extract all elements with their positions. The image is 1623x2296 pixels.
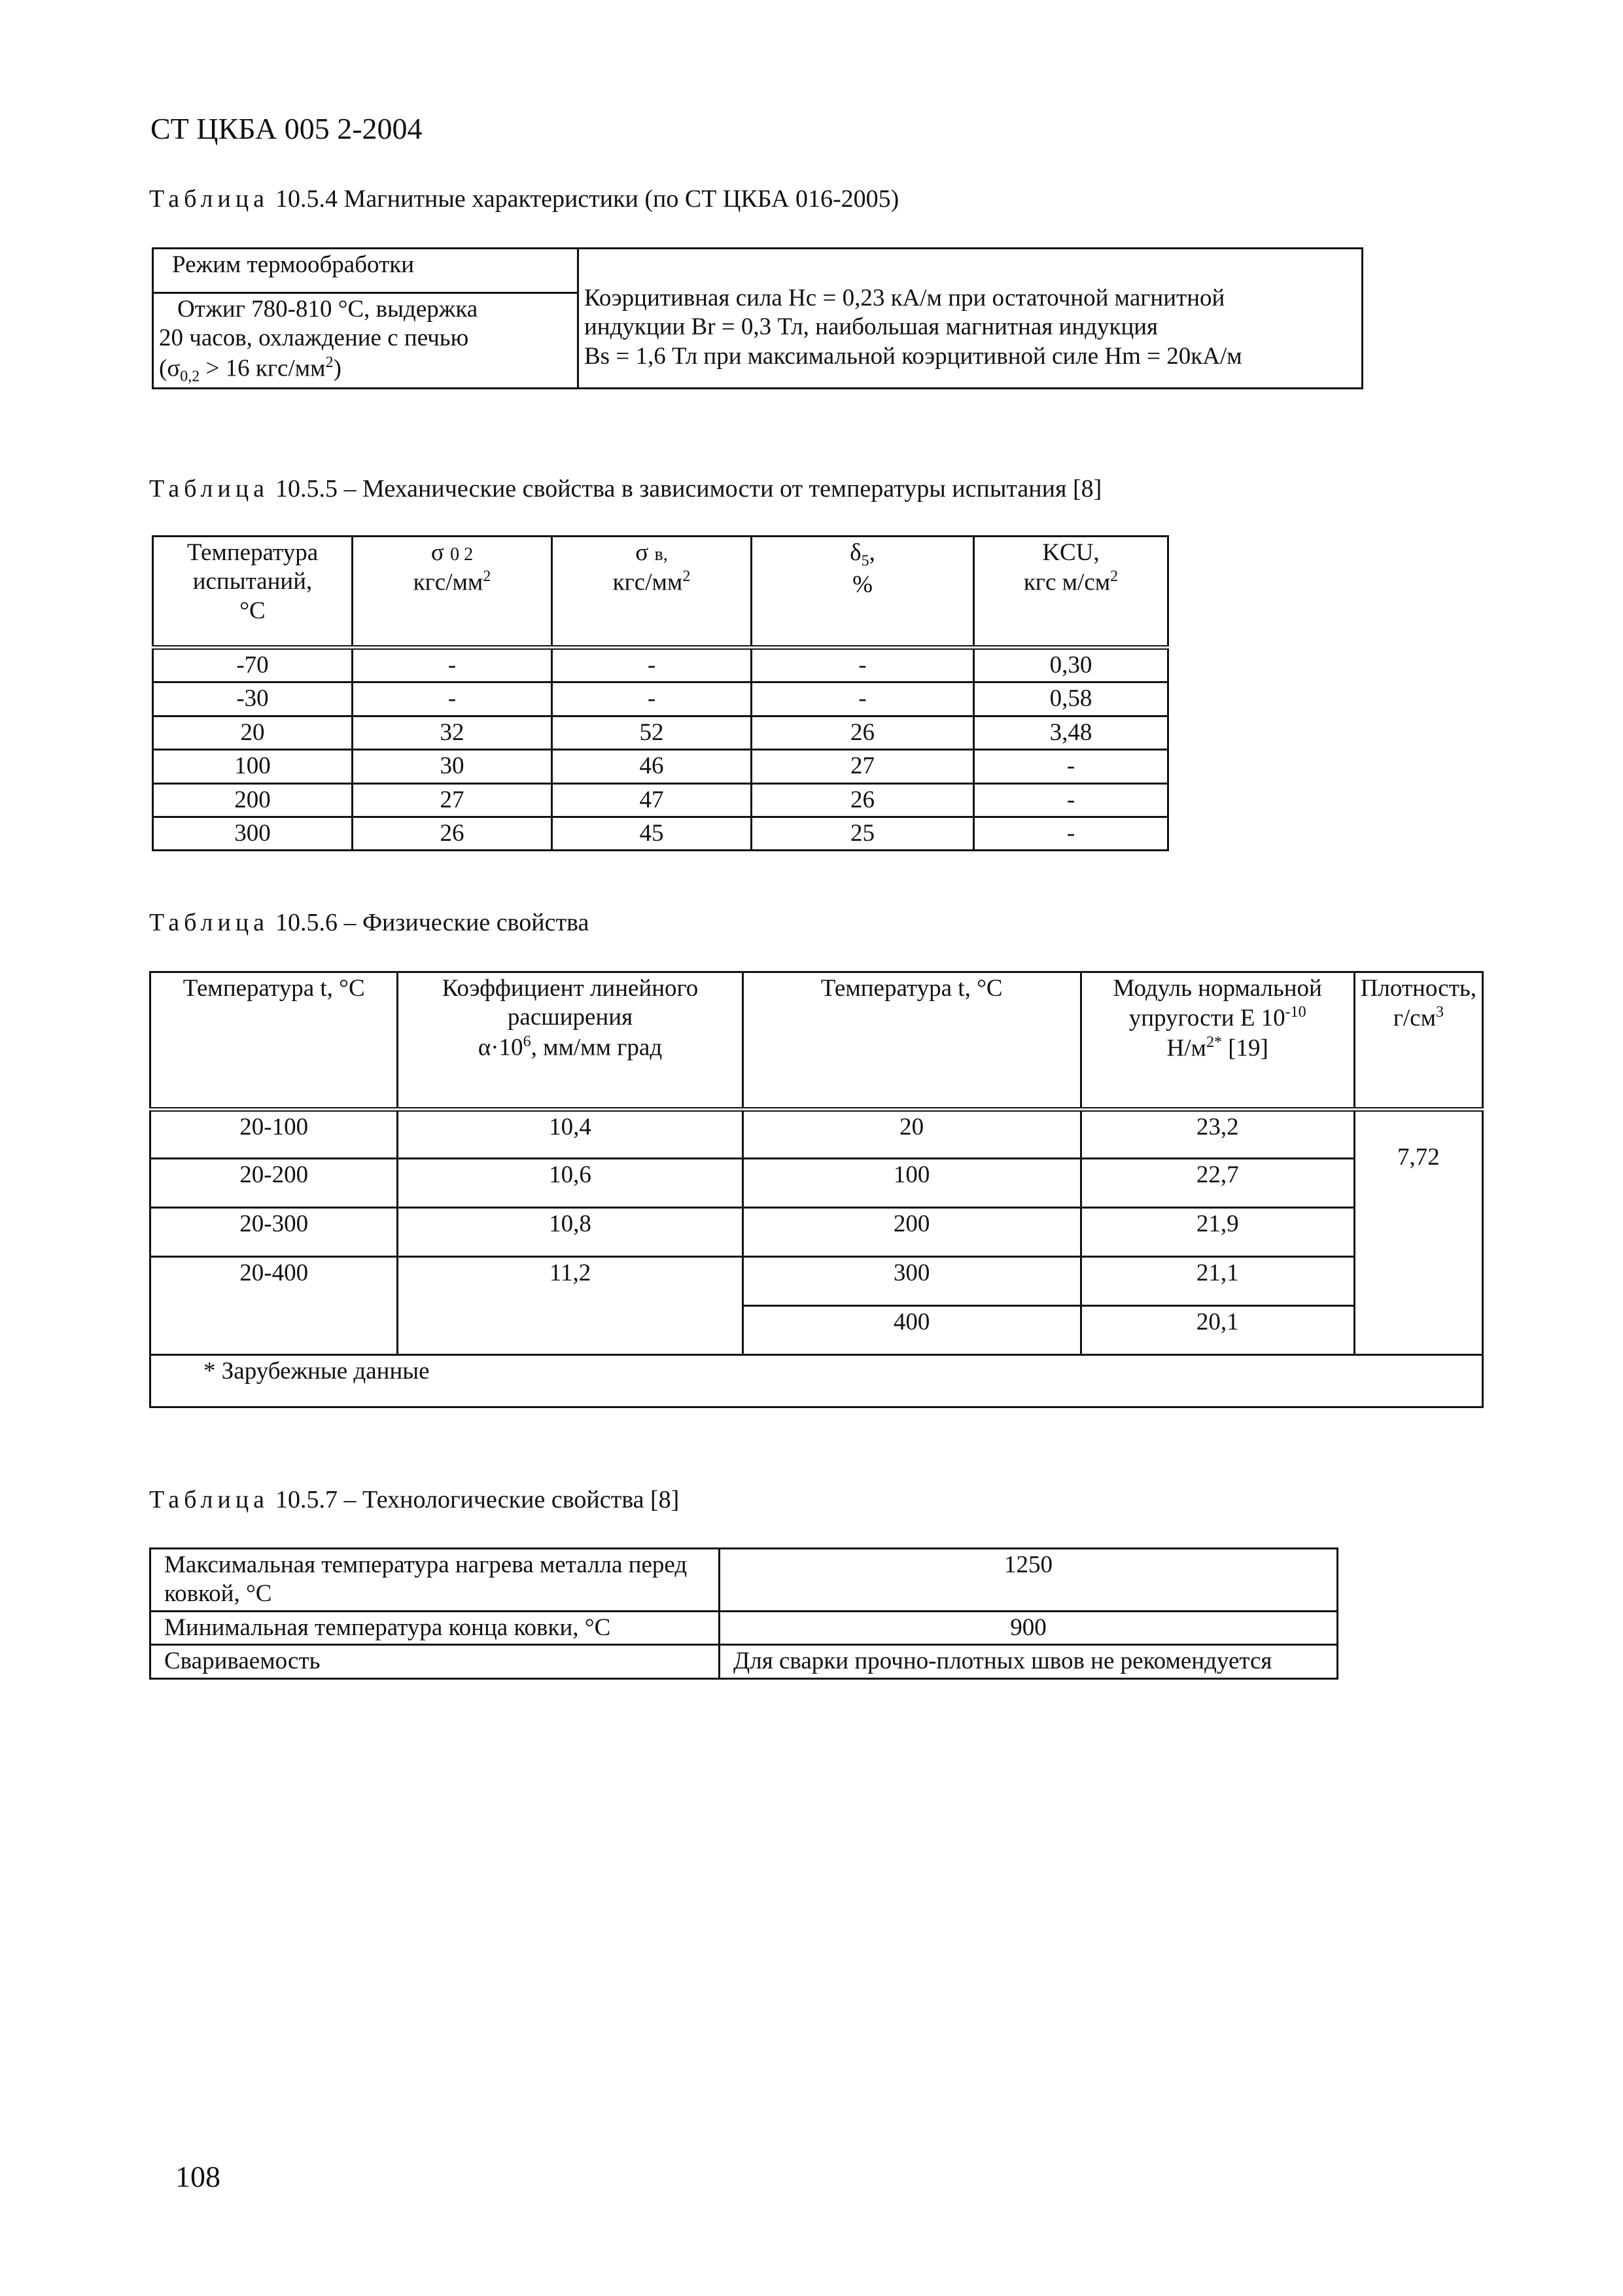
caption-text: 10.5.5 – Механические свойства в зависимости от температуры испытания [8] (275, 475, 1102, 503)
property-value: Для сварки прочно-плотных швов не рекомендуется (720, 1645, 1338, 1678)
document-code: СТ ЦКБА 005 2-2004 (150, 112, 423, 145)
table-10-5-5-caption (149, 474, 1102, 503)
caption-word: Таблица (149, 1486, 270, 1513)
table-10-5-4 (152, 247, 1363, 389)
table-row: -30 - - - 0,58 (153, 682, 1168, 716)
caption-text: 10.5.6 – Физические свойства (275, 909, 589, 936)
caption-word: Таблица (149, 185, 270, 213)
table-row: 20-200 10,6 100 22,7 (150, 1159, 1483, 1208)
header-expansion-coefficient: Коэффициент линейного расширения $\alpha\cdot 10^6$, мм/мм град (398, 972, 742, 1110)
header-sigma-b: σ в, кгс/$мм^2$ (552, 537, 752, 648)
table-10-5-6-caption (149, 908, 589, 937)
table-10-5-5 (152, 535, 1169, 851)
caption-text: 10.5.4 Магнитные характеристики (по СТ ЦКБА 016-2005) (275, 185, 899, 213)
heat-treatment-line-3: ($\sigma_{0,2} > 16$ кгс/$мм^2$) (159, 353, 341, 385)
caption-word: Таблица (149, 475, 270, 503)
magnetic-values-cell (578, 249, 1363, 389)
header-temperature: Температура t, °С (742, 972, 1081, 1110)
header-temperature: Температура испытаний, °С (153, 537, 353, 648)
heat-treatment-line-1: Отжиг 780-810 °С, выдержка (177, 296, 478, 323)
property-label: Минимальная температура конца ковки, °С (150, 1611, 720, 1644)
table-row: 20-300 10,8 200 21,9 (150, 1208, 1483, 1257)
property-label: Свариваемость (150, 1645, 720, 1678)
property-value: 1250 (720, 1549, 1338, 1612)
magnetic-line-1: Коэрцитивная сила Нс = 0,23 кА/м при остаточной магнитной (584, 285, 1225, 312)
table-row: 20-100 10,4 20 23,2 7,72 (150, 1110, 1483, 1159)
header-temperature-range: Температура t, °С (150, 972, 398, 1110)
table-10-5-6 (149, 971, 1484, 1408)
heat-treatment-line-2: 20 часов, охлаждение с печью (159, 325, 469, 352)
table-10-5-4-caption (149, 185, 899, 213)
header-elastic-modulus: Модуль нормальной упругости Е $10^{-10}$ $Н/м^{2*}$ [19] (1081, 972, 1354, 1110)
heat-treatment-mode-cell (153, 293, 578, 389)
property-label: Максимальная температура нагрева металла перед ковкой, °С (150, 1549, 720, 1612)
table-row: 20-400 11,2 300 21,1 (150, 1257, 1483, 1306)
page-number: 108 (175, 2160, 220, 2193)
table-row (150, 1549, 1338, 1612)
footnote: * Зарубежные данные (150, 1355, 1483, 1407)
table-row: 300 26 45 25 - (153, 817, 1168, 850)
magnetic-line-2: индукции Br = 0,3 Тл, наибольшая магнитная индукция (584, 313, 1159, 341)
magnetic-line-3: Bs = 1,6 Тл при максимальной коэрцитивной силе Hm = 20кА/м (584, 342, 1242, 370)
caption-text: 10.5.7 – Технологические свойства [8] (275, 1486, 680, 1513)
table-row: 200 27 47 26 - (153, 783, 1168, 817)
table-row: 20 32 52 26 3,48 (153, 716, 1168, 749)
table-row (150, 1611, 1338, 1644)
table-row: 100 30 46 27 - (153, 750, 1168, 783)
header-density: Плотность, $г/см^3$ (1354, 972, 1482, 1110)
footnote-row (150, 1355, 1483, 1407)
heat-treatment-header: Режим термообработки (153, 249, 578, 293)
header-sigma-02: σ 0 2 кгс/$мм^2$ (353, 537, 552, 648)
header-kcu: KCU, кгс $м/см^2$ (974, 537, 1168, 648)
caption-word: Таблица (149, 909, 270, 936)
table-row: -70 - - - 0,30 (153, 648, 1168, 682)
density-value: 7,72 (1354, 1110, 1482, 1355)
table-10-5-7 (149, 1547, 1338, 1680)
property-value: 900 (720, 1611, 1338, 1644)
header-delta-5: $\delta_5$, % (752, 537, 974, 648)
table-row (150, 1645, 1338, 1678)
table-10-5-7-caption (149, 1485, 679, 1514)
table-row: 400 20,1 (150, 1306, 1483, 1355)
